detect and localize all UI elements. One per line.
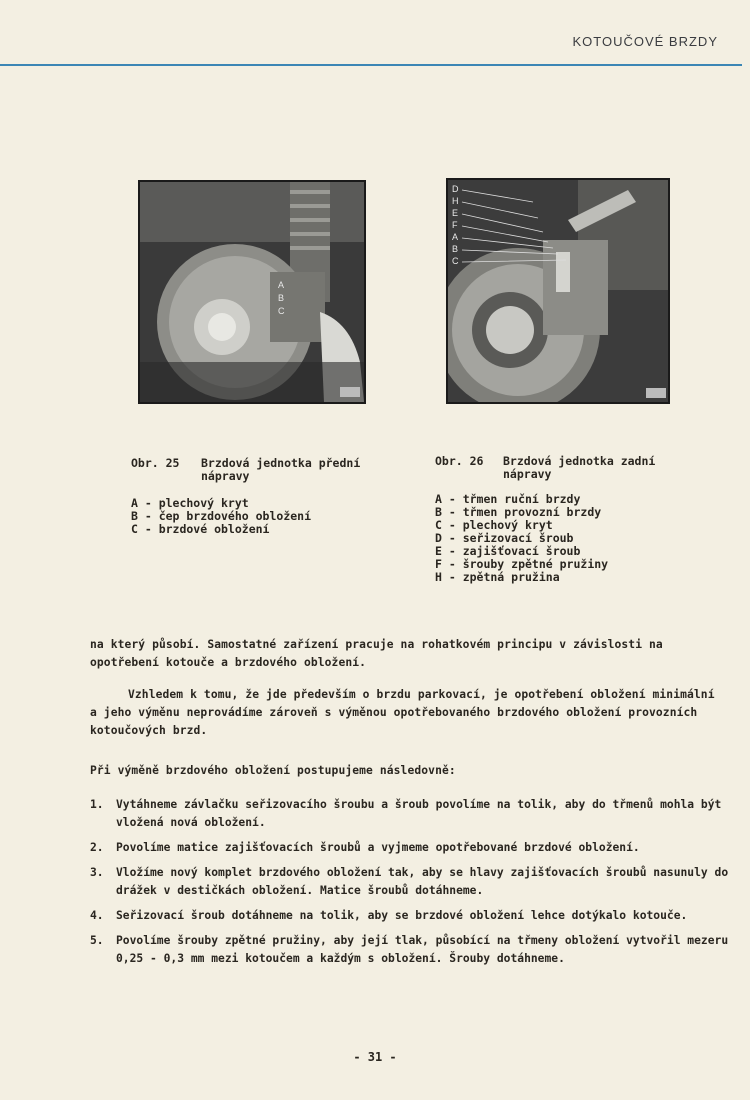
page-number: - 31 - <box>353 1050 397 1064</box>
list-item <box>90 864 730 900</box>
photo-label-h: H <box>452 196 459 206</box>
figure-title: Brzdová jednotka přední nápravy <box>201 456 361 483</box>
photo-label-c: C <box>278 306 285 316</box>
photo-label-d: D <box>452 184 459 194</box>
list-item <box>90 907 730 925</box>
step-text: Seřizovací šroub dotáhneme na tolik, aby se brzdové obložení lehce dotýkalo kotouče. <box>116 909 688 922</box>
photo-label-a: A <box>452 232 459 242</box>
figure-25-photo <box>138 180 366 404</box>
photo-label-f: F <box>452 220 458 230</box>
procedure-steps <box>90 796 730 975</box>
legend-item: B - čep brzdového obložení <box>131 509 312 523</box>
step-number: 4. <box>90 909 104 922</box>
legend-item: E - zajišťovací šroub <box>435 544 581 558</box>
legend-item: D - seřizovací šroub <box>435 531 574 545</box>
figure-legend <box>131 497 381 536</box>
step-number: 5. <box>90 934 104 947</box>
step-number: 3. <box>90 866 104 879</box>
legend-item: B - třmen provozní brzdy <box>435 505 602 519</box>
figure-number: Obr. 26 <box>435 454 484 468</box>
step-text: Povolíme šrouby zpětné pružiny, aby její tlak, působící na třmeny obložení vytvořil mezeru 0,25 - 0,3 mm mezi kotoučem a každým s obložení. Šrouby dotáhneme. <box>116 934 729 965</box>
step-text: Povolíme matice zajišťovacích šroubů a vyjmeme opotřebované brzdové obložení. <box>116 841 640 854</box>
list-item <box>90 839 730 857</box>
legend-item: H - zpětná pružina <box>435 570 560 584</box>
legend-item: F - šrouby zpětné pružiny <box>435 557 609 571</box>
step-number: 1. <box>90 798 104 811</box>
photo-label-b: B <box>278 293 285 303</box>
legend-item: C - brzdové obložení <box>131 522 270 536</box>
header-rule <box>0 64 742 66</box>
figure-legend <box>435 493 683 584</box>
figure-26-photo <box>446 178 670 404</box>
figure-number: Obr. 25 <box>131 456 180 470</box>
rear-label-leader-lines <box>448 180 668 402</box>
photo-label-a: A <box>278 280 285 290</box>
figure-title: Brzdová jednotka zadní nápravy <box>503 454 656 481</box>
list-item <box>90 796 730 832</box>
running-header: KOTOUČOVÉ BRZDY <box>572 34 718 49</box>
front-brake-illustration <box>140 182 364 402</box>
legend-item: A - plechový kryt <box>131 496 249 510</box>
legend-item: A - třmen ruční brzdy <box>435 492 581 506</box>
photo-label-e: E <box>452 208 459 218</box>
legend-item: C - plechový kryt <box>435 518 553 532</box>
figure-25-caption <box>131 457 381 536</box>
step-number: 2. <box>90 841 104 854</box>
photo-label-b: B <box>452 244 459 254</box>
photo-label-c: C <box>452 256 459 266</box>
step-text: Vložíme nový komplet brzdového obložení tak, aby se hlavy zajišťovacích šroubů nasunuly do drážek v destičkách obložení. Matice šroubů dotáhneme. <box>116 866 729 897</box>
paragraph-parking-brake: Vzhledem k tomu, že jde především o brzdu parkovací, je opotřebení obložení minimální a jeho výměnu neprovádíme zároveň s výměnou opotřebovaného brzdového obložení provozních kotoučových brzd. <box>90 688 715 737</box>
paragraph-procedure-intro: Při výměně brzdového obložení postupujeme následovně: <box>90 764 456 777</box>
step-text: Vytáhneme závlačku seřizovacího šroubu a šroub povolíme na tolik, aby do třmenů mohla být vložená nová obložení. <box>116 798 722 829</box>
list-item <box>90 932 730 968</box>
figure-26-caption <box>435 455 683 584</box>
paragraph-continuation: na který působí. Samostatné zařízení pracuje na rohatkovém principu v závislosti na opotřebení kotouče a brzdového obložení. <box>90 638 663 669</box>
